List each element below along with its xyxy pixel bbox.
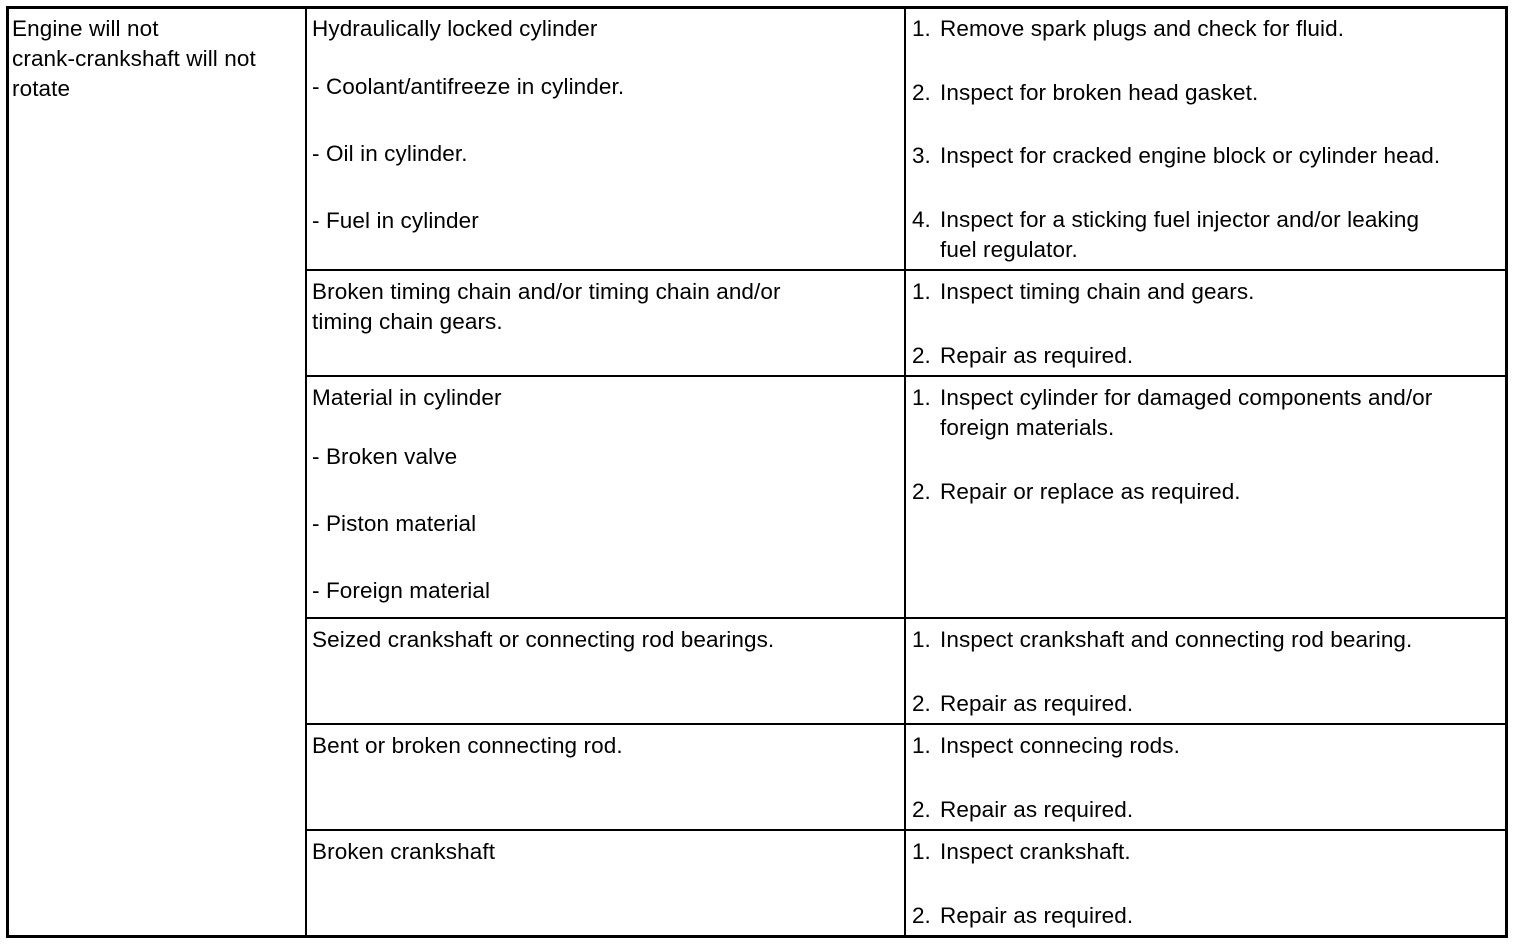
step-number: 2. — [912, 903, 931, 928]
symptom-line: Engine will not — [12, 16, 159, 41]
step-number: 1. — [912, 627, 931, 652]
cause-line: timing chain gears. — [312, 309, 503, 334]
cause-line: Broken crankshaft — [312, 839, 496, 864]
cause-title: Material in cylinder — [312, 385, 502, 410]
row-divider — [305, 269, 1506, 271]
step-text: fuel regulator. — [940, 237, 1078, 262]
cause-item: - Foreign material — [312, 578, 491, 603]
cause-line: Broken timing chain and/or timing chain and/or — [312, 279, 781, 304]
step-number: 1. — [912, 279, 931, 304]
step-text: Inspect for broken head gasket. — [940, 80, 1259, 105]
step-number: 3. — [912, 143, 931, 168]
step-number: 2. — [912, 80, 931, 105]
step-number: 2. — [912, 797, 931, 822]
cause-item: - Piston material — [312, 511, 477, 536]
step-text: Inspect crankshaft and connecting rod bearing. — [940, 627, 1413, 652]
step-text: Inspect crankshaft. — [940, 839, 1131, 864]
step-number: 4. — [912, 207, 931, 232]
step-number: 2. — [912, 479, 931, 504]
step-text: Repair as required. — [940, 691, 1134, 716]
step-text: Repair as required. — [940, 903, 1134, 928]
symptom-line: rotate — [12, 76, 71, 101]
step-text: Repair as required. — [940, 797, 1134, 822]
cause-item: - Coolant/antifreeze in cylinder. — [312, 74, 625, 99]
step-number: 2. — [912, 691, 931, 716]
step-number: 1. — [912, 733, 931, 758]
step-text: Repair as required. — [940, 343, 1134, 368]
step-text: Inspect for a sticking fuel injector and/or leaking — [940, 207, 1420, 232]
step-number: 1. — [912, 839, 931, 864]
row-divider — [305, 617, 1506, 619]
cause-line: Seized crankshaft or connecting rod bearings. — [312, 627, 775, 652]
step-text: Remove spark plugs and check for fluid. — [940, 16, 1345, 41]
row-divider — [305, 829, 1506, 831]
step-text: Inspect for cracked engine block or cylinder head. — [940, 143, 1441, 168]
step-number: 1. — [912, 385, 931, 410]
cause-item: - Fuel in cylinder — [312, 208, 479, 233]
symptom-line: crank-crankshaft will not — [12, 46, 256, 71]
step-text: foreign materials. — [940, 415, 1115, 440]
step-text: Inspect cylinder for damaged components and/or — [940, 385, 1433, 410]
column-divider-symptom — [305, 8, 307, 936]
cause-item: - Oil in cylinder. — [312, 141, 468, 166]
step-text: Repair or replace as required. — [940, 479, 1241, 504]
step-text: Inspect timing chain and gears. — [940, 279, 1255, 304]
row-divider — [305, 375, 1506, 377]
cause-title: Hydraulically locked cylinder — [312, 16, 598, 41]
row-divider — [305, 723, 1506, 725]
step-number: 2. — [912, 343, 931, 368]
step-number: 1. — [912, 16, 931, 41]
cause-item: - Broken valve — [312, 444, 458, 469]
cause-line: Bent or broken connecting rod. — [312, 733, 623, 758]
column-divider-cause — [904, 8, 906, 936]
step-text: Inspect connecing rods. — [940, 733, 1180, 758]
